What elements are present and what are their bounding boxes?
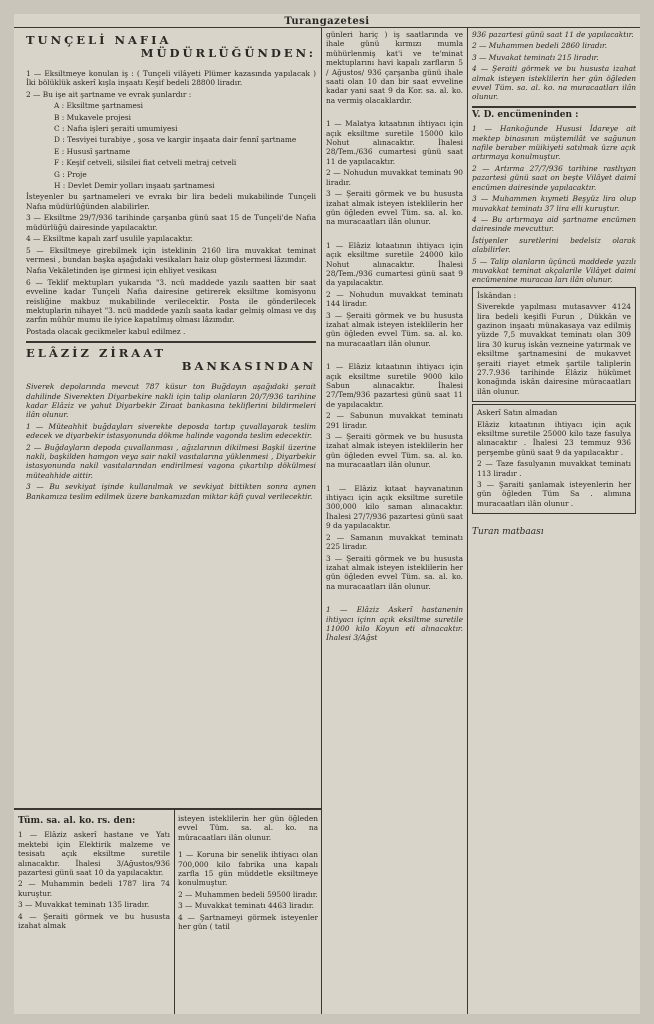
col3-item-3: 3 — Muvakat teminatı 215 liradır. xyxy=(472,52,599,62)
tum-item-2: 2 — Muhammin bedeli 1787 lira 74 kuruştur. xyxy=(18,879,170,898)
malatya-item-3: 3 — Şeraiti görmek ve bu hususta izahat almak isteyen isteklilerin her gün öğleden evvel Tüm. sa. al. ko. na muracaatları ilân olunur. xyxy=(326,189,463,227)
col3-item-4: 4 — Şeraiti görmek ve bu hususta izahat almak isteyen isteklilerin her gün öğleden evvel Tüm. sa. al. ko. na muracaatları ilân olunur. xyxy=(472,64,636,102)
malatya-item-2: 2 — Nohudun muvakkat teminatı 90 liradır. xyxy=(326,168,463,187)
nafia-doc-c: C : Nafıa işleri şeraiti umumiyesi xyxy=(54,124,178,134)
column-rule-1 xyxy=(321,28,322,1014)
ziraat-intro: Siverek depolarında mevcut 787 küsur ton Buğdayın aşağıdaki şerait dahilinde Siverekten Diyarbekire nakli için talip olanların 20/7/936 tarihine kadar Elâziz ve yahut Diyarbekir Ziraat bankasına tekliflerini bildirmeleri ilân olunur. xyxy=(26,382,316,420)
ziraat-heading-line2: BANKASINDAN xyxy=(181,359,316,374)
saman-item-2: 2 — Samanın muvakkat teminatı 225 liradır. xyxy=(326,532,463,552)
nafia-item-6: 5 — Eksiltmeye girebilmek için isteklinin 2160 lira muvakkat teminat vermesi , bundan başka aşağıdaki vesikaları haiz olup göstermesi lâzımdır. xyxy=(26,245,316,264)
sabun-item-1: 1 — Elâziz kıtaatının ihtiyacı için açık eksiltme suretile 9000 kilo Sabun alınacaktır. İhalesi 27/Tem/936 pazartesi günü saat 11 de yapılacaktır. xyxy=(326,362,463,409)
lower-rule-left xyxy=(14,808,321,810)
col3-item-2: 2 — Muhammen bedeli 2860 liradır. xyxy=(472,41,608,51)
vd-item-4: 4 — Bu artırmaya aid şartname encümen dairesinde mevcuttur. xyxy=(472,214,636,234)
newspaper-page xyxy=(14,14,640,1014)
askeri-heading: Askerî Satın almadan xyxy=(477,408,558,418)
nafia-item-8: 6 — Teklif mektupları yukarıda "3. ncü maddede yazılı saatten bir saat evveline kadar Tunçeli Nafıa dairesine getirerek eksiltme komisyonu reisliğine makbuz mukabilinde verilecektir. Posta ile gönderilecek mektuplarin nihayet "3. ncü maddede yazılı saata kadar gelmiş olması ve dış zarfın mühür mumu ile iyice kapatılmış olması lâzımdır. xyxy=(26,277,316,325)
koru-item-1: 1 — Koruna bir senelik ihtiyacı olan 700,000 kilo fabrika una kapalı zarfla 15 gün müddetle eksiltmeye konulmuştur. xyxy=(178,850,318,888)
koru-item-3: 3 — Muvakkat teminatı 4463 liradır. xyxy=(178,901,314,911)
nafia-item-3: İsteyenler bu şartnameleri ve evrakı bir lira bedeli mukabilinde Tunçeli Nafıa müdürlüğünden alabilirler. xyxy=(26,192,316,211)
koru-item-4: 4 — Şartnameyi görmek isteyenler her gün ( tatil xyxy=(178,912,318,932)
column-1b xyxy=(178,814,318,1010)
tum-item-1: 1 — Elâziz askerî hastane ve Yatı mektebi için Elektirik malzeme ve tesisatı açık eksiltme suretile alınacaktır. İhalesi 3/Ağustos/936 pazartesi günü saat 10 da yapılacaktır. xyxy=(18,830,170,878)
nafia-item-2: 2 — Bu işe ait şartname ve evrak şunlardır : xyxy=(26,89,192,99)
vd-heading: V. D. encümeninden : xyxy=(472,109,579,120)
vd-item-6: 5 — Talip olanların üçüncü maddede yazılı muvakkat teminat akçalarile Vilâyet daimi encümenine muracaa ları ilân olunur. xyxy=(472,256,636,285)
column-3 xyxy=(472,30,636,1014)
nafia-doc-e: E : Hususî şartname xyxy=(54,146,131,156)
vd-item-1: 1 — Hankoğunde Hususi İdareye ait mektep binasının müştemilât ve sağunun nafile beraber müikiyeti satılmak üzre açık artırmaya konulmuştur. xyxy=(472,124,636,162)
section-rule xyxy=(26,341,316,343)
nafia-doc-h: H : Devlet Demir yolları inşaatı şartnamesi xyxy=(54,181,215,191)
column-1a xyxy=(18,814,170,1010)
sabun-item-3: 3 — Şeraiti görmek ve bu hususta izahat almak isteyen isteklilerin her gün öğleden evvel Tüm. sa. al. ko. na muracaatları ilân olunur. xyxy=(326,432,463,470)
nafia-item-7: Nafıa Vekâletinden işe girmesi için ehliyet vesikası xyxy=(26,266,217,276)
nafia-item-1: 1 — Eksiltmeye konulan iş : ( Tunçeli vilâyeti Plümer kazasında yapılacak ) İki bölüklük askerî kışla inşaatı Keşif bedeli 28800 liradır. xyxy=(26,69,316,88)
malatya-item-1: 1 — Malatya kıtaatının ihtiyacı için açık eksiltme suretile 15000 kilo Nohut alınacaktır. İhalesi 28/Tem./636 cumartesi günü saat 11 de yapılacaktır. xyxy=(326,119,463,166)
nafia-doc-g: G : Proje xyxy=(54,169,87,179)
nohut-item-3: 3 — Şeraiti görmek ve bu hususta izahat almak isteyen isteklilerin her gün öğleden evvel Tüm. sa. al. ko. na muracaatları ilân olunur. xyxy=(326,310,463,348)
saman-item-1: 1 — Elâziz kıtaat hayvanatının ihtiyacı için açık eksiltme suretile 300,000 kilo saman alınacaktır. İhalesi 27/7/936 pazartesi günü saat 9 da yapılacaktır. xyxy=(326,483,463,531)
vd-item-5: İstiyenler suretlerini bedelsiz olarak alabilirler. xyxy=(472,235,636,255)
iskan-heading: İskândan : xyxy=(477,290,517,300)
column-1 xyxy=(26,30,316,805)
saman-item-3: 3 — Şeraiti görmek ve bu hususta izahat almak isteyen isteklilerin her gün öğleden evvel Tüm. sa. al. ko. na muracaatları ilân olunur. xyxy=(326,553,463,591)
ziraat-heading-line1: ELÂZİZ ZİRAAT xyxy=(26,346,167,361)
nohut-item-2: 2 — Nohudun muvakkat teminatı 144 liradır. xyxy=(326,289,463,309)
col3-intro: 936 pazartesi günü saat 11 de yapılacaktır. xyxy=(472,30,634,39)
iskan-body: Siverekde yapılması mutasavver 4124 lira bedeli keşifli Furun , Dükkân ve gazinon inşaatı münakasaya vaz edilmiş yüzde 7,5 muvakkat teminatı olan 309 lira 30 kuruş iskân vezneine yatırmak ve eksiltme şartnamesini de mukavvet şeraiti riayet etmek şartile taliplerin 27.7.936 tarihinde Elâziz hükümet konağında iskân dairesine müracaatları ilân olunur. xyxy=(477,302,631,396)
nafia-heading-line1: TUNÇELİ NAFIA xyxy=(26,33,172,47)
column-2 xyxy=(326,30,463,1014)
nafia-doc-a: A : Eksiltme şartnamesi xyxy=(54,101,144,111)
nafia-doc-d: D : Tesviyei turabiye , şosa ve kargir inşaata dair fennî şartname xyxy=(54,135,297,145)
col2-intro: günleri hariç ) iş saatlarında ve ihale günü kırmızı mumla mühürlenmiş kat'i ve te'minat mektuplarını havi kapalı zarfların 5 / Ağustos/ 936 çarşanba günü ihale saati olan 10 dan bir saat evveline kadar yani saat 9 da Kor. sa. al. ko. na vermiş olacaklardır. xyxy=(326,30,463,105)
tum-heading: Tüm. sa. al. ko. rs. den: xyxy=(18,816,136,826)
masthead-rule xyxy=(14,27,640,28)
nafia-doc-b: B : Mukavele projesi xyxy=(54,112,132,122)
masthead: Turangazetesi xyxy=(284,16,370,27)
vd-item-2: 2 — Artırma 27/7/936 tarihine rastlıyan pazartesi günü saat on beşte Vilâyet daimî encümen dairesinde yapılacaktır. xyxy=(472,163,636,192)
koyun-item-1: 1 — Elâziz Askerî hastanenin ihtiyacı içinn açık eksiltme suretile 11000 kilo Koyun eti alınacaktır. İhalesi 3/Ağst xyxy=(326,605,463,643)
printer-footer: Turan matbaası xyxy=(472,527,544,538)
nafia-item-9: Postada olacak gecikmeler kabul edilmez . xyxy=(26,326,186,336)
ziraat-item-1: 1 — Müteahhit buğdayları siverekte deposda tartıp çuvallayarak teslim edecek ve diyarbekir istasyonunda dökme halinde vagonda teslim edecektir. xyxy=(26,421,316,441)
nohut-item-1: 1 — Elâziz kıtaatının ihtiyacı için açık eksiltme suretile 24000 kilo Nohut alınacaktır. İhalesi 28/Tem./936 cumartesi günü saat 9 da yapılacaktır. xyxy=(326,240,463,288)
nafia-item-4: 3 — Eksiltme 29/7/936 tarihinde çarşanba günü saat 15 de Tunçeli'de Nafıa müdürlüğü dairesinde yapılacaktır. xyxy=(26,213,316,232)
ziraat-item-3: 3 — Bu sevkiyat işinde kullanılmak ve sevkiyat bittikten sonra aynen Bankamıza teslim edilmek üzere bankamızdan miktar kâfi çuval verilecektir. xyxy=(26,482,316,501)
iskan-box xyxy=(472,287,636,402)
tum-item-3: 3 — Muvakkat teminatı 135 liradır. xyxy=(18,900,150,910)
column-rule-2 xyxy=(467,28,468,1014)
nafia-item-5: 4 — Eksiltme kapalı zarf usulile yapılacaktır. xyxy=(26,234,193,244)
koru-item-0: isteyen isteklilerin her gün öğleden evvel Tüm. sa. al. ko. na müracaatları ilân olunur. xyxy=(178,814,318,842)
askeri-item-1: Elâziz kıtaatının ihtiyacı için açık eksiltme suretile 25000 kilo taze fasulya alınacaktır . İhalesi 23 temmuz 936 perşembe günü saat 9 da yapılacaktır . xyxy=(477,419,631,457)
vd-rule xyxy=(472,106,636,108)
askeri-item-2: 2 — Taze fasulyanın muvakkat teminatı 113 liradır . xyxy=(477,459,631,478)
askeri-box xyxy=(472,404,636,514)
column-rule-sub xyxy=(174,810,175,1014)
koru-item-2: 2 — Muhammen bedeli 59500 liradır. xyxy=(178,889,318,899)
vd-item-3: 3 — Muhammen kıymeti Beşyüz lira olup muvakkat teminatı 37 lira elli kuruştur. xyxy=(472,194,636,213)
ziraat-item-2: 2 — Buğdayların depoda çuvallanması , ağızlarının dikilmesi Başkil üzerine nakli, başkilden hamgon veya sair nakil vasıtalarına yüklenmesi , Diyarbekir istasyonunda nakil vasıtalarından endirilmesi vagona çıkartılıp dökülmesi müteahhide aittir. xyxy=(26,442,316,480)
nafia-heading-line2: MÜDÜRLÜĞÜNDEN: xyxy=(140,46,316,60)
askeri-item-3: 3 — Şaraiti şanlamak isteyenlerin her gün öğleden Tüm Sa . alımına muracaatları ilân olunur . xyxy=(477,480,631,508)
sabun-item-2: 2 — Sabunun muvakkat teminatı 291 liradır. xyxy=(326,411,463,430)
tum-item-4: 4 — Şeraiti görmek ve bu hususta izahat almak xyxy=(18,911,170,931)
nafia-doc-f: F : Keşif cetveli, silsilei fiat cetveli metraj cetveli xyxy=(54,158,237,168)
